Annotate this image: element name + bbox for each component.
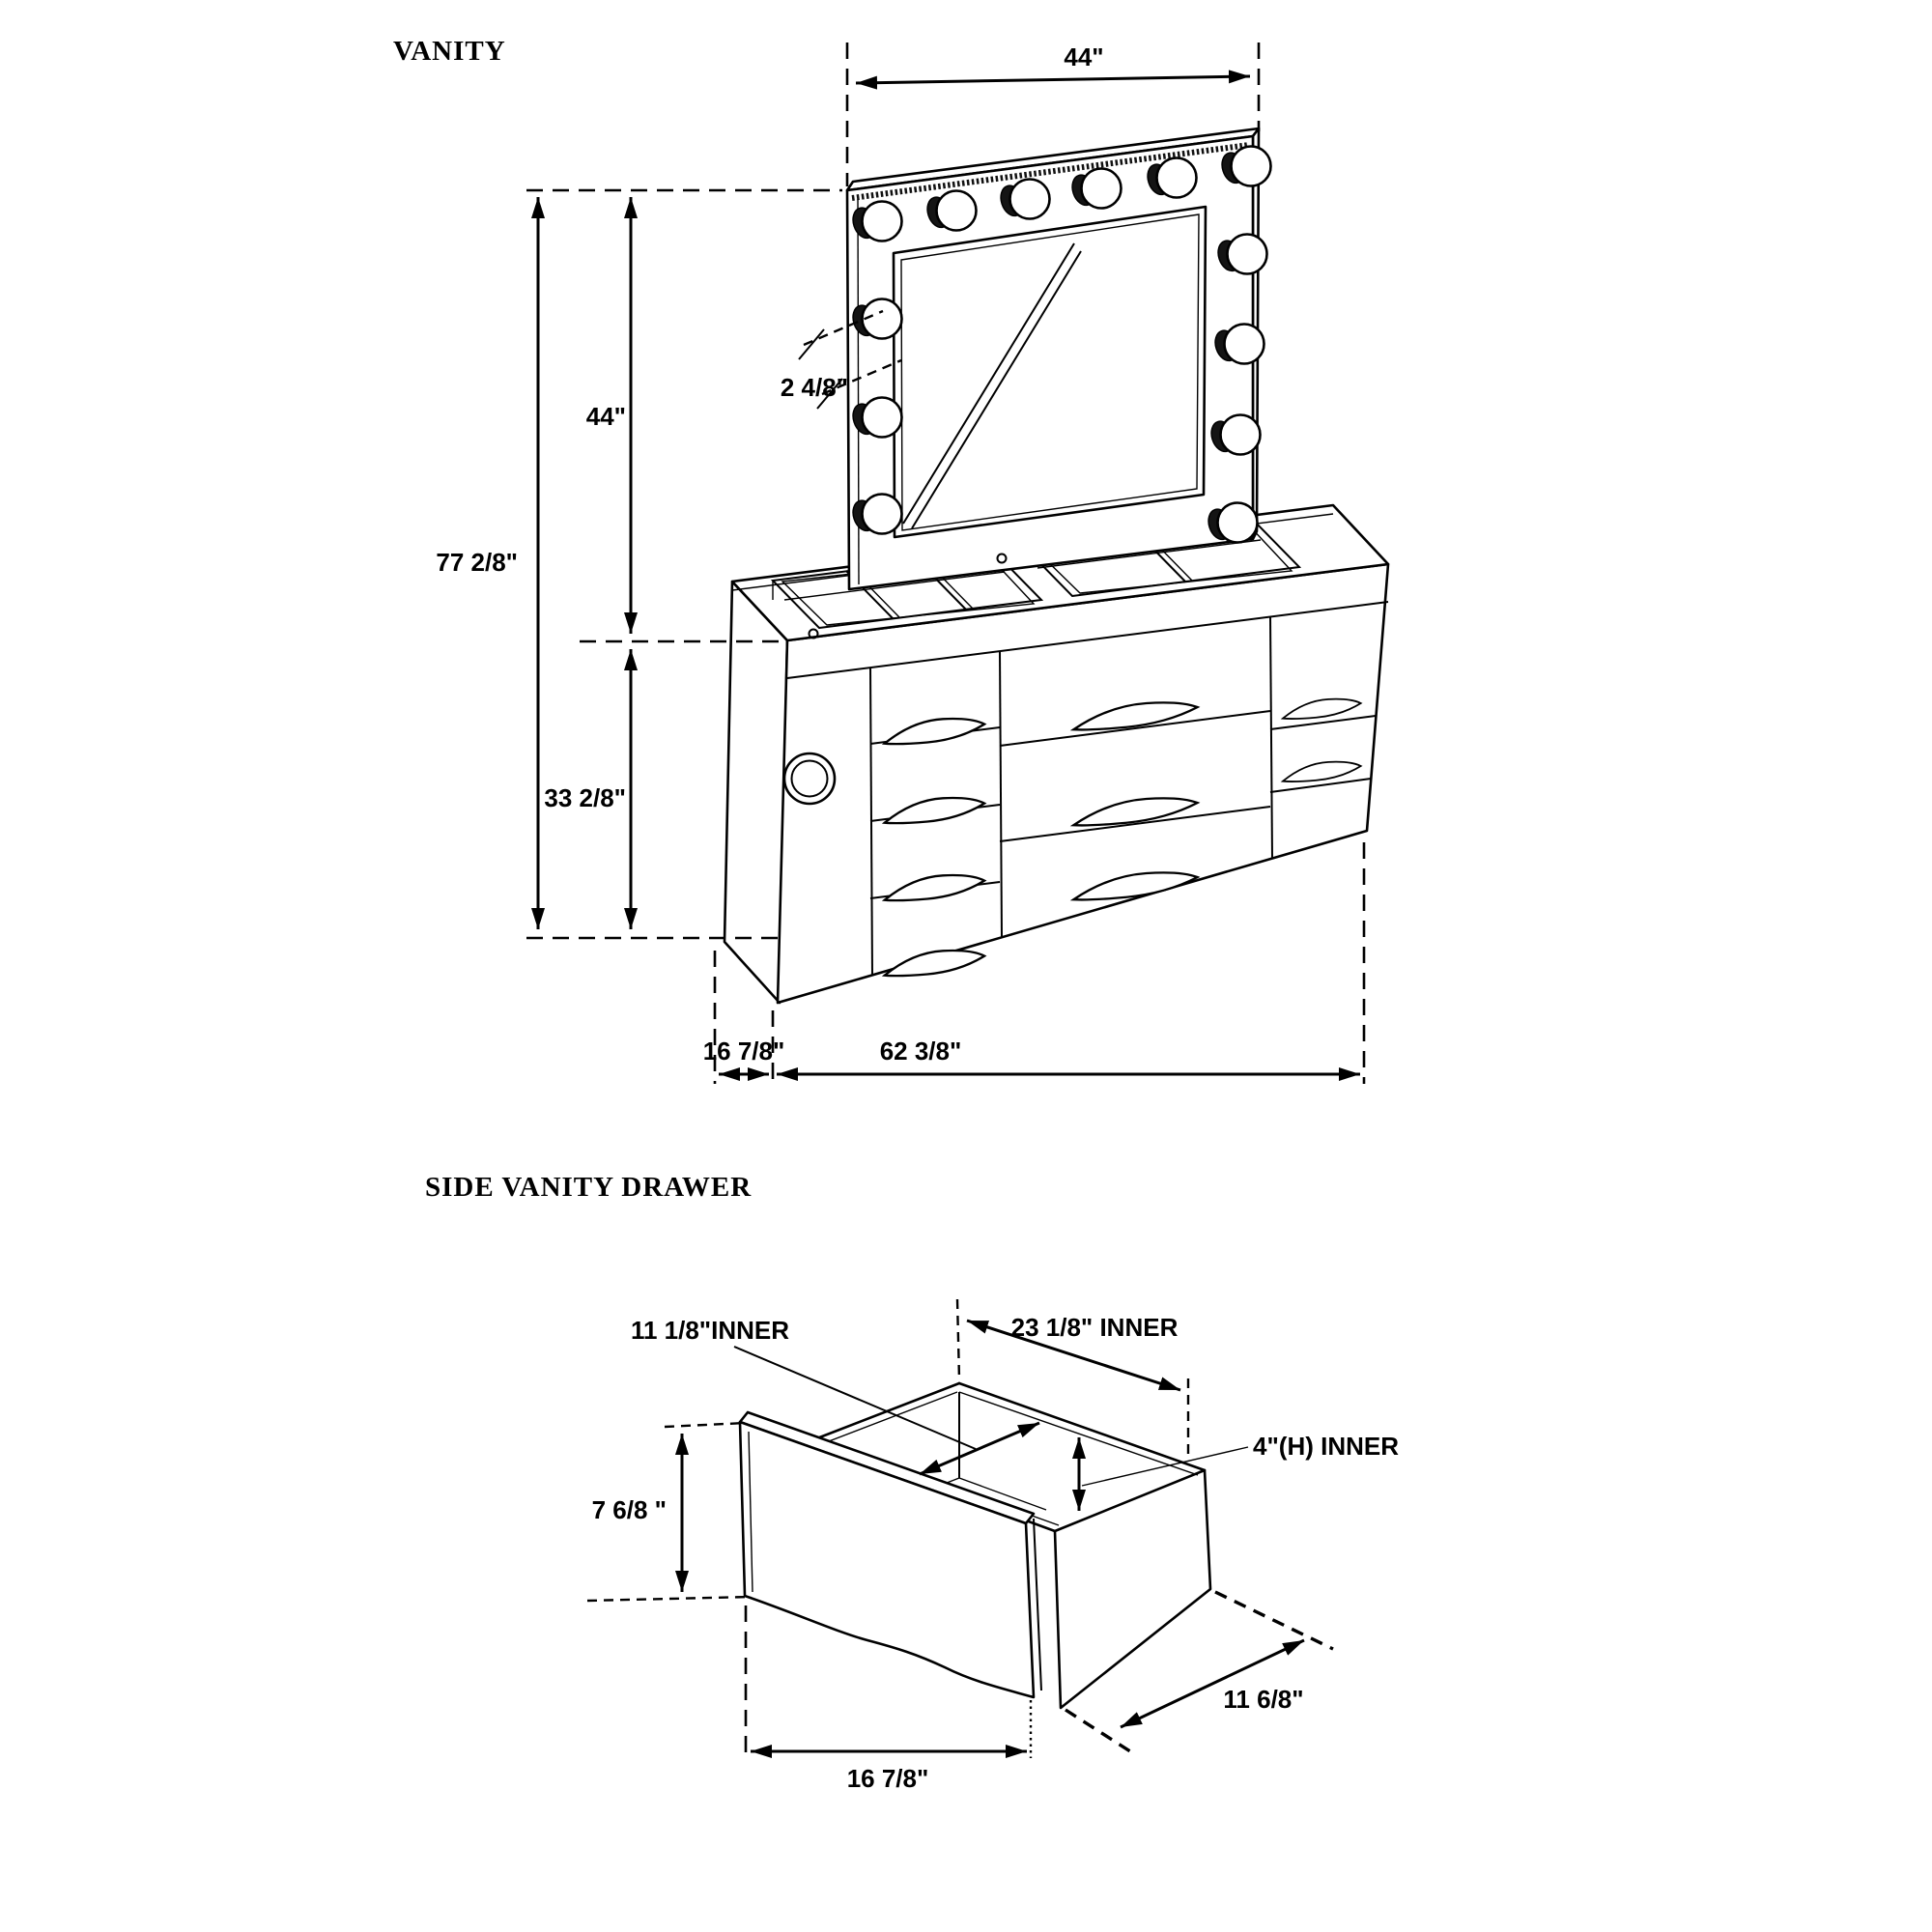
dim-label-frame-thickness: 2 4/8" <box>780 373 848 402</box>
dim-label-mirror-height: 44" <box>585 402 626 431</box>
dim-label-mirror-width: 44" <box>1064 43 1104 71</box>
drawer-title: SIDE VANITY DRAWER <box>425 1172 753 1203</box>
vanity-cabinet <box>724 505 1388 1003</box>
extension-line <box>1215 1592 1333 1649</box>
panel-right-edge-inner <box>1034 1519 1041 1690</box>
extension-line <box>587 1597 752 1601</box>
dim-label-front-width: 16 7/8" <box>846 1764 929 1793</box>
cabinet-side-panel <box>724 582 787 1003</box>
extension-line <box>957 1299 959 1379</box>
leader-line <box>1082 1447 1248 1486</box>
dim-label-inner-depth: 11 1/8"INNER <box>630 1316 790 1345</box>
dim-arrow-mirror-width <box>856 76 1250 83</box>
dim-arrow-inner-depth <box>920 1423 1039 1474</box>
extension-line <box>665 1423 746 1427</box>
dim-label-side-depth: 11 6/8" <box>1223 1685 1304 1714</box>
drawer-front-panel <box>740 1412 1041 1697</box>
side-drawer-diagram <box>425 1172 1399 1793</box>
dim-label-cabinet-height: 33 2/8" <box>544 783 626 812</box>
vanity-diagram <box>393 36 1388 1084</box>
dim-label-inner-height: 4"(H) INNER <box>1253 1432 1399 1461</box>
dim-label-total-height: 77 2/8" <box>436 548 518 577</box>
vanity-title: VANITY <box>393 36 506 67</box>
extension-line <box>1065 1710 1130 1751</box>
dim-label-inner-width: 23 1/8" INNER <box>1010 1313 1179 1342</box>
dim-arrow-side-depth <box>1121 1640 1304 1727</box>
dim-label-cabinet-width: 62 3/8" <box>879 1037 962 1065</box>
dim-label-cabinet-depth: 16 7/8" <box>702 1037 785 1065</box>
vanity-mirror <box>847 128 1271 589</box>
dim-label-front-height: 7 6/8 " <box>591 1495 667 1524</box>
